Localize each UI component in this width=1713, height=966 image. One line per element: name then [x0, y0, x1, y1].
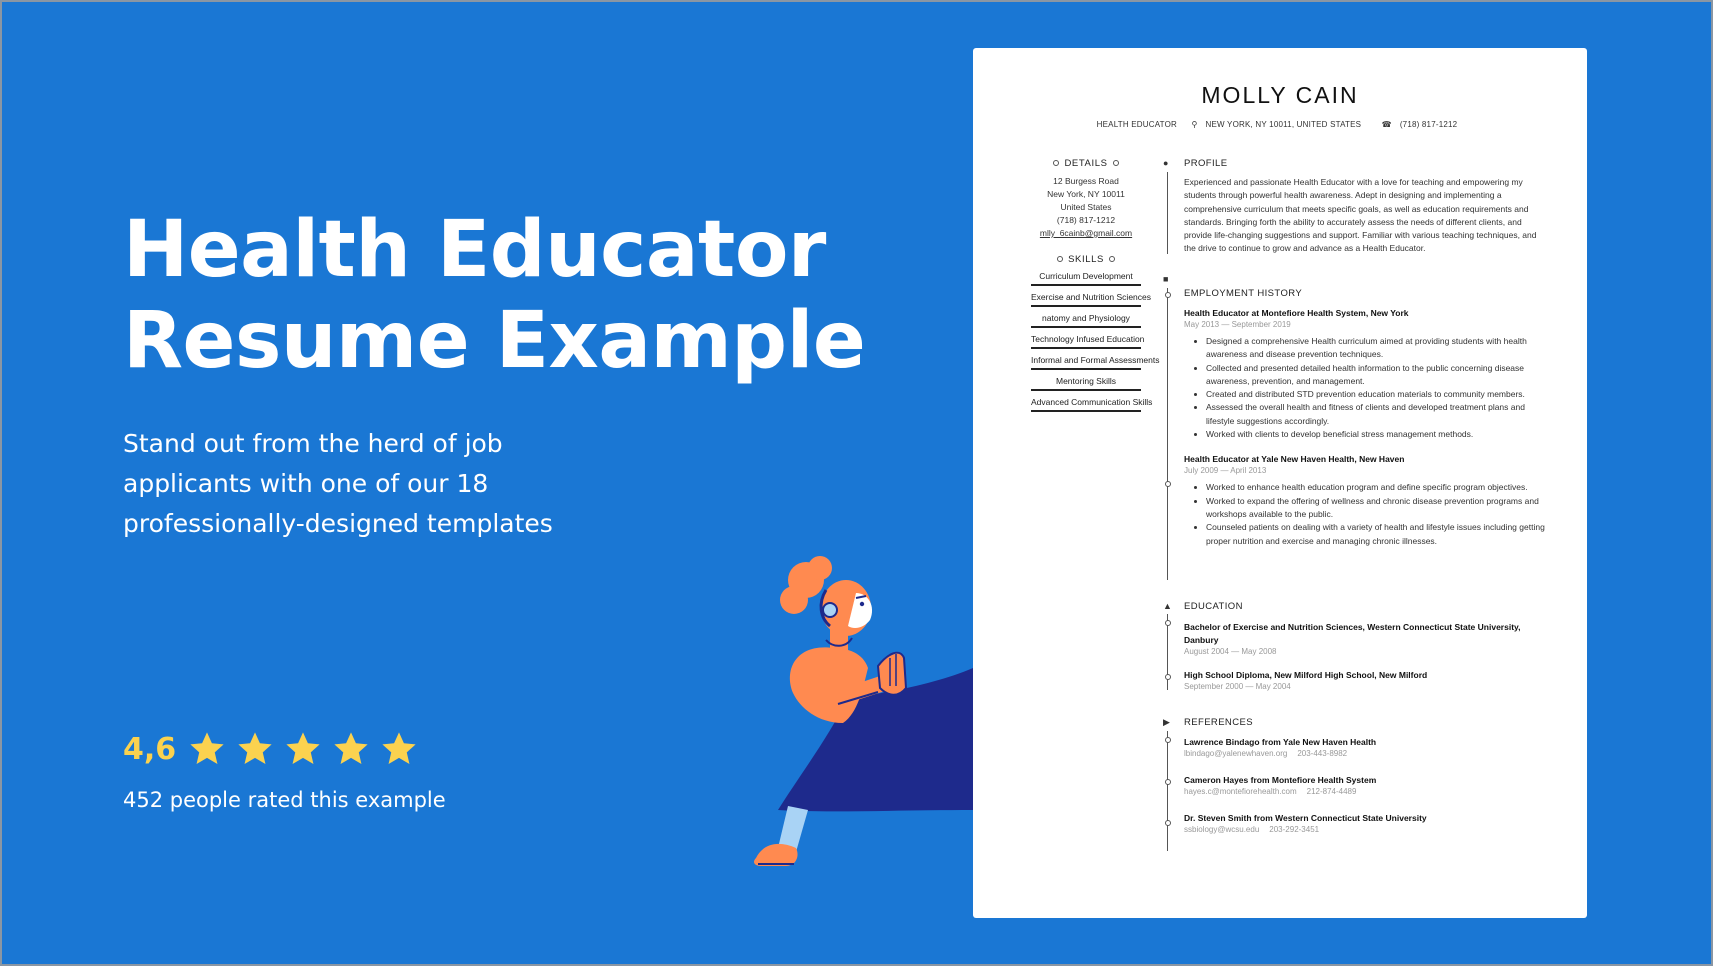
- resume-left-column: [1011, 158, 1161, 412]
- reference-phone: 212-874-4489: [1306, 787, 1357, 796]
- timeline-line: [1167, 288, 1168, 580]
- star-icon[interactable]: [236, 730, 274, 768]
- bullet-dot-icon: [1109, 256, 1115, 262]
- employment-heading: EMPLOYMENT HISTORY: [1184, 288, 1303, 299]
- job-dates: May 2013 — September 2019: [1184, 320, 1291, 329]
- job-bullet: • Worked with clients to develop beneficial stress management methods.: [1206, 428, 1549, 441]
- details-email-link[interactable]: mlly_6cainb@gmail.com: [1039, 228, 1133, 238]
- woman-illustration: [738, 548, 988, 878]
- job-entry: [1184, 454, 1549, 547]
- reference-email: hayes.c@montefiorehealth.com: [1184, 787, 1297, 796]
- star-icon[interactable]: [332, 730, 370, 768]
- job-dates: July 2009 — April 2013: [1184, 466, 1267, 476]
- skills-heading: SKILLS: [1011, 254, 1161, 265]
- job-bullets: [1184, 335, 1549, 441]
- contact-location: NEW YORK, NY 10011, UNITED STATES: [1205, 120, 1362, 129]
- skill-item: Advanced Communication Skills: [1031, 391, 1141, 412]
- reference-name: Lawrence Bindago from Yale New Haven Health: [1184, 737, 1377, 747]
- job-title: Health Educator at Montefiore Health System, New York: [1184, 308, 1409, 318]
- rating-score: 4,6: [123, 731, 177, 767]
- education-section: [1184, 601, 1549, 691]
- bullet-dot-icon: [1057, 256, 1063, 262]
- profile-section: [1184, 158, 1549, 256]
- reference-entry: [1184, 775, 1549, 796]
- star-icon[interactable]: [284, 730, 322, 768]
- education-entry: [1184, 621, 1549, 656]
- job-bullet: • Designed a comprehensive Health curriculum aimed at providing students with health awareness and disease prevention techniques.: [1206, 335, 1549, 362]
- job-bullet: • Worked to expand the offering of wellness and chronic disease prevention programs and workshops available to the public.: [1206, 495, 1549, 522]
- reference-name: Dr. Steven Smith from Western Connecticut State University: [1184, 813, 1427, 823]
- resume-document: [973, 48, 1587, 918]
- timeline-dot: [1165, 737, 1171, 743]
- education-entry: [1184, 669, 1549, 691]
- resume-contact-line: [973, 120, 1587, 129]
- job-entry: [1184, 308, 1549, 441]
- graduation-cap-icon: ▲: [1163, 601, 1172, 611]
- contact-phone: (718) 817-1212: [1399, 120, 1458, 129]
- reference-contact: [1184, 825, 1549, 834]
- megaphone-icon: ▶: [1163, 717, 1170, 727]
- briefcase-icon: ■: [1163, 274, 1169, 284]
- reference-email: lbindago@yalenewhaven.org: [1184, 749, 1288, 758]
- star-icon[interactable]: [188, 730, 226, 768]
- references-heading: REFERENCES: [1184, 717, 1253, 728]
- education-title: High School Diploma, New Milford High School, New Milford: [1184, 670, 1428, 680]
- job-title: Health Educator at Yale New Haven Health, New Haven: [1184, 454, 1405, 465]
- hero-title-line: Resume Example: [123, 296, 866, 386]
- details-block: [1011, 175, 1161, 240]
- skill-item: Curriculum Development: [1031, 265, 1141, 286]
- bullet-dot-icon: [1053, 160, 1059, 166]
- hero-title-line: Health Educator: [123, 205, 826, 295]
- reference-entry: [1184, 737, 1549, 758]
- details-heading: DETAILS: [1011, 158, 1161, 169]
- job-bullet: • Worked to enhance health education program and define specific program objectives.: [1206, 481, 1549, 494]
- timeline-dot: [1165, 674, 1171, 680]
- timeline-dot: [1165, 779, 1171, 785]
- skill-item: Exercise and Nutrition Sciences: [1031, 286, 1141, 307]
- rating-count: 452 people rated this example: [123, 788, 446, 812]
- details-address: 12 Burgess Road: [1053, 176, 1119, 186]
- hero-subtitle-line: Stand out from the herd of job: [123, 429, 503, 458]
- details-phone: (718) 817-1212: [1056, 215, 1116, 225]
- timeline-line: [1167, 731, 1168, 851]
- skill-item: natomy and Physiology: [1031, 307, 1141, 328]
- profile-text: Experienced and passionate Health Educator with a love for teaching and empowering my students through powerful health awareness. Adept in designing and implementing a comprehensive curriculum that meets specific goals, as well as education requirements and standards. Bringing forth the ability to accurately assess the needs of different clients, and provide life-changing suggestions and support. Familiar with various teaching techniques, and the drive to continue to grow and advance as a Health Educator.: [1184, 177, 1537, 254]
- education-title: Bachelor of Exercise and Nutrition Sciences, Western Connecticut State University, Danbury: [1184, 622, 1521, 645]
- references-section: [1184, 717, 1549, 834]
- reference-email: ssbiology@wcsu.edu: [1184, 825, 1260, 834]
- job-bullet: • Created and distributed STD prevention education materials to community members.: [1206, 388, 1549, 401]
- timeline-dot: [1165, 292, 1171, 298]
- job-bullet: • Collected and presented detailed health information to the public concerning disease awareness, prevention, and management.: [1206, 362, 1549, 389]
- hero-title: [123, 205, 865, 387]
- skill-item: Informal and Formal Assessments: [1031, 349, 1141, 370]
- phone-icon: ☎: [1381, 120, 1392, 129]
- job-bullet: • Counseled patients on dealing with a variety of health and lifestyle issues including getting proper nutrition and exercise and managing chronic illnesses.: [1206, 521, 1549, 548]
- skill-item: Mentoring Skills: [1031, 370, 1141, 391]
- timeline-line: [1167, 172, 1168, 254]
- reference-contact: [1184, 749, 1549, 758]
- timeline-dot: [1165, 620, 1171, 626]
- education-dates: August 2004 — May 2008: [1184, 647, 1277, 656]
- hero-subtitle: [123, 424, 643, 544]
- education-dates: September 2000 — May 2004: [1184, 682, 1291, 691]
- timeline-dot: [1165, 481, 1171, 487]
- contact-title: HEALTH EDUCATOR: [1096, 120, 1178, 129]
- location-pin-icon: ⚲: [1191, 120, 1198, 129]
- details-city: New York, NY 10011: [1047, 189, 1125, 199]
- person-icon: ●: [1163, 158, 1169, 168]
- hero-subtitle-line: applicants with one of our 18: [123, 469, 489, 498]
- reference-entry: [1184, 813, 1549, 834]
- job-bullets: [1184, 481, 1549, 547]
- rating-row: [123, 730, 428, 768]
- bullet-dot-icon: [1113, 160, 1119, 166]
- resume-name: MOLLY CAIN: [1201, 82, 1359, 108]
- reference-phone: 203-443-8982: [1297, 749, 1348, 758]
- details-country: United States: [1060, 202, 1112, 212]
- profile-heading: PROFILE: [1184, 158, 1228, 169]
- star-icon[interactable]: [380, 730, 418, 768]
- hero-subtitle-line: professionally-designed templates: [123, 509, 553, 538]
- reference-contact: [1184, 787, 1549, 796]
- skill-item: Technology Infused Education: [1031, 328, 1141, 349]
- reference-name: Cameron Hayes from Montefiore Health System: [1184, 775, 1377, 785]
- education-heading: EDUCATION: [1184, 601, 1243, 612]
- job-bullet: • Assessed the overall health and fitness of clients and developed treatment plans and lifestyle suggestions accordingly.: [1206, 401, 1549, 428]
- employment-section: [1184, 288, 1549, 548]
- reference-phone: 203-292-3451: [1269, 825, 1320, 834]
- timeline-dot: [1165, 820, 1171, 826]
